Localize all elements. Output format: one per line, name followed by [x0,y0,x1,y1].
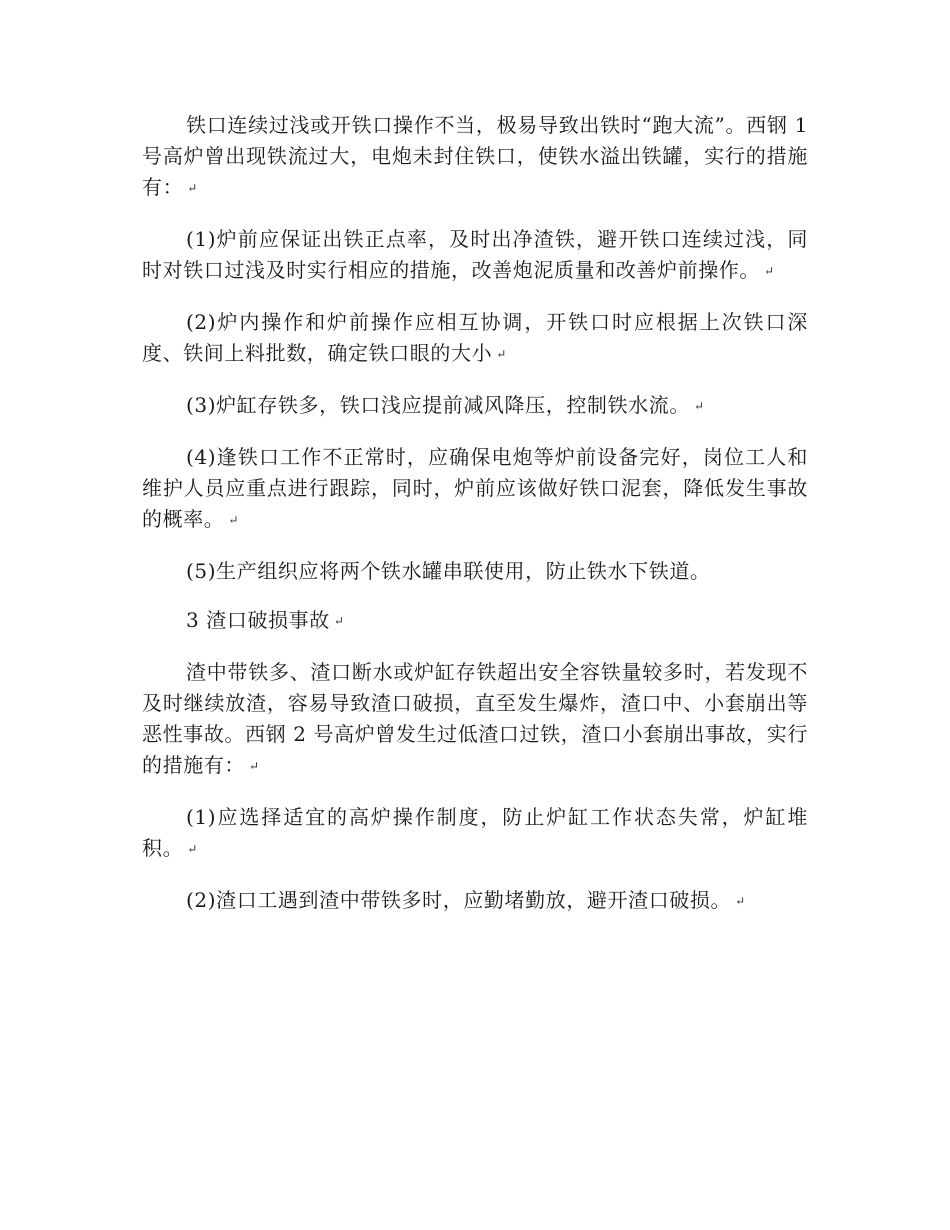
paragraph-measure-3 [142,390,808,424]
document-body [142,110,808,919]
paragraph-mark-icon: ↵ [249,759,259,773]
paragraph-measure-1 [142,224,808,289]
paragraph-text: (3)炉缸存铁多，铁口浅应提前减风降压，控制铁水流。 [186,393,690,417]
paragraph-mark-icon: ↵ [764,264,774,278]
paragraph-slag-intro [142,657,808,784]
paragraph-text: 渣中带铁多、渣口断水或炉缸存铁超出安全容铁量较多时，若发现不及时继续放渣，容易导致渣口破损，直至发生爆炸，渣口中、小套崩出等恶性事故。西钢 2 号高炉曾发生过低渣口过铁，渣口小套崩出事故，实行的措施有： [142,660,808,777]
paragraph-text: 3 渣口破损事故 [186,608,330,632]
paragraph-text: 铁口连续过浅或开铁口操作不当，极易导致出铁时“跑大流”。西钢 1 号高炉曾出现铁流过大，电炮未封住铁口，使铁水溢出铁罐，实行的措施有： [142,113,808,199]
paragraph-mark-icon: ↵ [228,513,238,527]
paragraph-text: (1)应选择适宜的高炉操作制度，防止炉缸工作状态失常，炉缸堆积。 [142,805,808,860]
paragraph-intro [142,110,808,206]
paragraph-measure-4 [142,442,808,538]
paragraph-mark-icon: ↵ [333,614,343,628]
paragraph-slag-measure-1 [142,802,808,867]
paragraph-mark-icon: ↵ [735,894,745,908]
paragraph-mark-icon: ↵ [187,181,197,195]
section-heading [142,605,808,639]
paragraph-text: (4)逢铁口工作不正常时，应确保电炮等炉前设备完好，岗位工人和维护人员应重点进行跟踪，同时，炉前应该做好铁口泥套，降低发生事故的概率。 [142,445,808,531]
paragraph-text: (1)炉前应保证出铁正点率，及时出净渣铁，避开铁口连续过浅，同时对铁口过浅及时实行相应的措施，改善炮泥质量和改善炉前操作。 [142,227,808,282]
paragraph-text: (2)渣口工遇到渣中带铁多时，应勤堵勤放，避开渣口破损。 [186,888,732,912]
paragraph-slag-measure-2 [142,885,808,919]
paragraph-text: (5)生产组织应将两个铁水罐串联使用，防止铁水下铁道。 [186,559,711,583]
paragraph-mark-icon: ↵ [187,842,197,856]
paragraph-mark-icon: ↵ [496,347,506,361]
paragraph-mark-icon: ↵ [693,399,703,413]
paragraph-text: (2)炉内操作和炉前操作应相互协调，开铁口时应根据上次铁口深度、铁间上料批数，确定铁口眼的大小 [142,310,808,365]
paragraph-measure-2 [142,307,808,372]
paragraph-measure-5 [142,556,808,587]
